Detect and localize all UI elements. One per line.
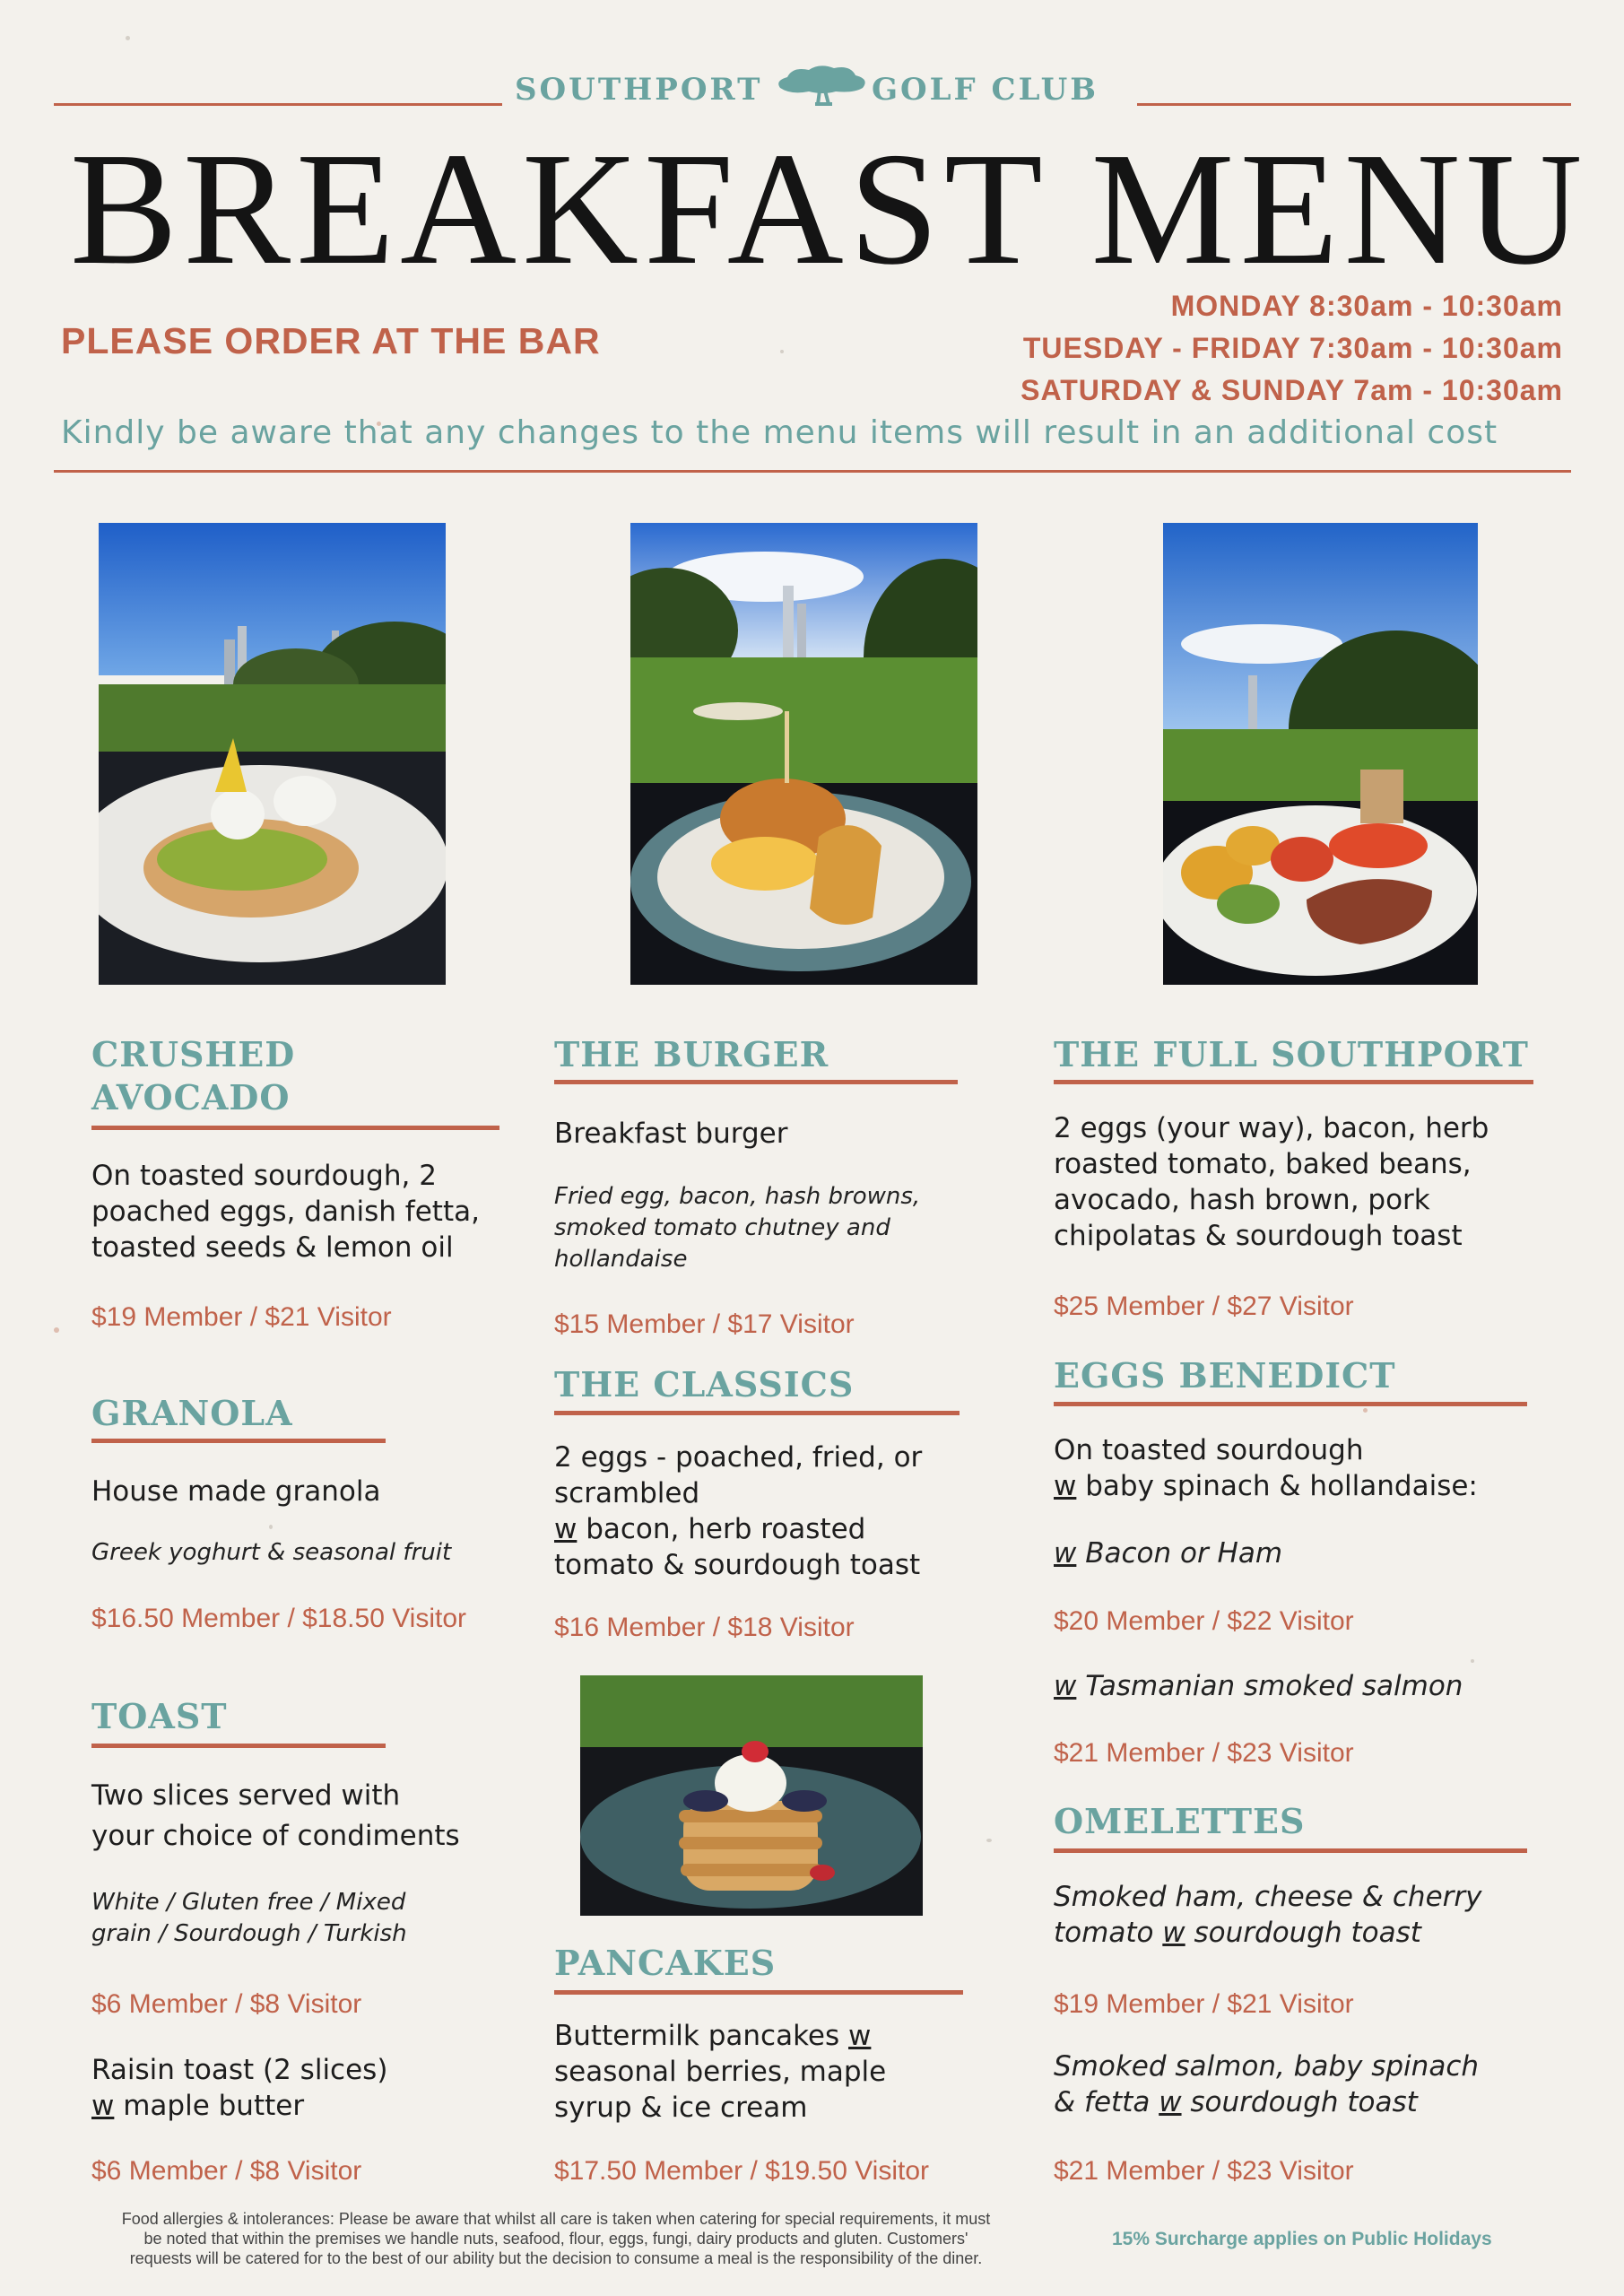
notice-line: Food allergies & intolerances: Please be aware that whilst all care is taken when catering for special requirements, it must: [121, 2210, 991, 2228]
with-abbrev: w: [91, 2090, 115, 2122]
item-description-crushed-avocado: [91, 1158, 480, 1265]
paper-speck: [780, 350, 784, 353]
with-abbrev: w: [1159, 2086, 1182, 2118]
with-abbrev: w: [1054, 1670, 1077, 1702]
heading-underline: [1054, 1402, 1527, 1406]
option-text: Tasmanian smoked salmon: [1076, 1670, 1463, 1702]
option-text: Bacon or Ham: [1076, 1537, 1283, 1570]
with-abbrev: w: [1054, 1470, 1077, 1502]
item-subtext-granola: Greek yoghurt & seasonal fruit: [91, 1539, 452, 1566]
omelette-option-salmon: [1054, 2048, 1479, 2120]
paper-speck: [269, 1525, 273, 1529]
item-subtext-toast: [91, 1887, 407, 1950]
item-description-pancakes: [554, 2018, 886, 2126]
paper-speck: [986, 1839, 992, 1842]
desc-line: your choice of condiments: [91, 1820, 460, 1852]
burger-photo: [630, 523, 977, 985]
order-note: PLEASE ORDER AT THE BAR: [61, 320, 601, 361]
item-price-benedict-bacon-ham: $20 Member / $22 Visitor: [1054, 1606, 1354, 1636]
subtext-line: grain / Sourdough / Turkish: [91, 1920, 407, 1947]
item-title-line: AVOCADO: [91, 1077, 291, 1118]
item-title-toast: TOAST: [91, 1696, 228, 1736]
item-price-granola: $16.50 Member / $18.50 Visitor: [91, 1604, 467, 1633]
option-line: Smoked ham, cheese & cherry: [1054, 1881, 1482, 1913]
header-rule-bottom: [54, 470, 1571, 473]
desc-line: syrup & ice cream: [554, 2092, 808, 2124]
item-price-the-full-southport: $25 Member / $27 Visitor: [1054, 1292, 1354, 1321]
option-text: sourdough toast: [1185, 1917, 1421, 1949]
item-description-granola: House made granola: [91, 1475, 381, 1508]
desc-text: bacon, herb roasted: [577, 1513, 866, 1545]
heading-underline: [1054, 1848, 1527, 1853]
option-line: [1054, 2084, 1479, 2120]
item-price-pancakes: $17.50 Member / $19.50 Visitor: [554, 2156, 930, 2186]
benedict-option-salmon: [1054, 1668, 1463, 1704]
desc-line: [554, 2018, 886, 2054]
benedict-option-bacon-ham: [1054, 1535, 1282, 1571]
header-rule-left: [54, 103, 502, 106]
paper-speck: [1471, 1659, 1474, 1663]
desc-line: 2 eggs (your way), bacon, herb: [1054, 1112, 1489, 1144]
option-line: Smoked salmon, baby spinach: [1054, 2050, 1480, 2083]
item-title-line: CRUSHED: [91, 1034, 296, 1074]
item-description-eggs-benedict: [1054, 1432, 1478, 1504]
desc-line: On toasted sourdough, 2: [91, 1160, 437, 1192]
hours-line: SATURDAY & SUNDAY 7am - 10:30am: [1020, 374, 1563, 406]
item-title-eggs-benedict: EGGS BENEDICT: [1054, 1355, 1396, 1396]
avocado-photo: [99, 523, 446, 985]
item-title-pancakes: PANCAKES: [554, 1943, 777, 1983]
allergy-notice: [36, 2209, 1076, 2268]
surcharge-notice: 15% Surcharge applies on Public Holidays: [1112, 2229, 1492, 2249]
subtext-line: White / Gluten free / Mixed: [91, 1889, 406, 1916]
heading-underline: [91, 1744, 386, 1748]
with-abbrev: w: [1162, 1917, 1185, 1949]
item-title-granola: GRANOLA: [91, 1393, 293, 1433]
tree-logo-icon: [773, 61, 872, 108]
item-price-benedict-salmon: $21 Member / $23 Visitor: [1054, 1738, 1354, 1768]
pancakes-photo: [580, 1675, 923, 1916]
paper-speck: [1363, 1408, 1368, 1413]
desc-line: On toasted sourdough: [1054, 1434, 1364, 1466]
desc-line: poached eggs, danish fetta,: [91, 1196, 480, 1228]
notice-line: requests will be catered for to the best of our ability but the decision to consume a meal is the responsibility of the diner.: [129, 2249, 983, 2267]
desc-line: roasted tomato, baked beans,: [1054, 1148, 1472, 1180]
item-description-raisin-toast: [91, 2052, 387, 2124]
desc-line: Raisin toast (2 slices): [91, 2054, 388, 2086]
item-price-crushed-avocado: $19 Member / $21 Visitor: [91, 1302, 392, 1332]
item-price-the-burger: $15 Member / $17 Visitor: [554, 1309, 855, 1339]
item-subtext-the-burger: [554, 1181, 920, 1275]
item-price-the-classics: $16 Member / $18 Visitor: [554, 1613, 855, 1642]
desc-line: seasonal berries, maple: [554, 2056, 887, 2088]
item-description-toast: [91, 1776, 460, 1857]
subtext-line: smoked tomato chutney and: [554, 1214, 890, 1241]
item-title-the-burger: THE BURGER: [554, 1034, 829, 1074]
brand-left: SOUTHPORT: [515, 72, 763, 108]
page-title: BREAKFAST MENU: [70, 119, 1588, 298]
desc-text: baby spinach & hollandaise:: [1076, 1470, 1478, 1502]
desc-line: avocado, hash brown, pork: [1054, 1184, 1430, 1216]
item-title-crushed-avocado: [91, 1033, 295, 1119]
notice-line: be noted that within the premises we handle nuts, seafood, flour, eggs, fungi, dairy products and gluten. Customers': [143, 2230, 968, 2248]
desc-line: [1054, 1468, 1478, 1504]
item-price-omelette-ham: $19 Member / $21 Visitor: [1054, 1989, 1354, 2019]
heading-underline: [1054, 1080, 1533, 1084]
item-title-the-full-southport: THE FULL SOUTHPORT: [1054, 1034, 1529, 1074]
heading-underline: [554, 1990, 963, 1995]
paper-speck: [54, 1327, 59, 1333]
option-text: tomato: [1054, 1917, 1163, 1949]
item-description-the-classics: [554, 1439, 922, 1583]
full-breakfast-photo: [1163, 523, 1478, 985]
item-title-omelettes: OMELETTES: [1054, 1801, 1306, 1841]
changes-note: Kindly be aware that any changes to the menu items will result in an additional cost: [61, 414, 1498, 451]
hours-line: MONDAY 8:30am - 10:30am: [1170, 290, 1563, 322]
option-line: [1054, 1915, 1482, 1951]
item-title-the-classics: THE CLASSICS: [554, 1364, 855, 1405]
item-description-the-burger: Breakfast burger: [554, 1118, 788, 1150]
hours-line: TUESDAY - FRIDAY 7:30am - 10:30am: [1022, 332, 1563, 364]
desc-line: Two slices served with: [91, 1779, 401, 1812]
subtext-line: hollandaise: [554, 1246, 688, 1273]
with-abbrev: w: [554, 1513, 578, 1545]
paper-speck: [126, 36, 130, 40]
desc-line: [554, 1511, 922, 1547]
heading-underline: [554, 1080, 958, 1084]
desc-line: toasted seeds & lemon oil: [91, 1231, 454, 1264]
heading-underline: [554, 1411, 960, 1415]
option-text: sourdough toast: [1181, 2086, 1418, 2118]
desc-line: 2 eggs - poached, fried, or: [554, 1441, 923, 1474]
with-abbrev: w: [848, 2020, 872, 2052]
heading-underline: [91, 1439, 386, 1443]
item-price-omelette-salmon: $21 Member / $23 Visitor: [1054, 2156, 1354, 2186]
header-rule-right: [1137, 103, 1571, 106]
desc-text: Buttermilk pancakes: [554, 2020, 849, 2052]
desc-line: tomato & sourdough toast: [554, 1549, 921, 1581]
desc-line: chipolatas & sourdough toast: [1054, 1220, 1463, 1252]
option-text: & fetta: [1054, 2086, 1159, 2118]
subtext-line: Fried egg, bacon, hash browns,: [554, 1183, 921, 1210]
opening-hours: [1020, 285, 1563, 412]
heading-underline: [91, 1126, 499, 1130]
item-price-raisin-toast: $6 Member / $8 Visitor: [91, 2156, 362, 2186]
desc-line: [91, 2088, 387, 2124]
desc-line: scrambled: [554, 1477, 700, 1509]
item-price-toast: $6 Member / $8 Visitor: [91, 1989, 362, 2019]
brand-right: GOLF CLUB: [872, 72, 1099, 108]
with-abbrev: w: [1054, 1537, 1077, 1570]
omelette-option-ham: [1054, 1879, 1482, 1951]
desc-text: maple butter: [114, 2090, 305, 2122]
item-description-the-full-southport: [1054, 1110, 1489, 1254]
